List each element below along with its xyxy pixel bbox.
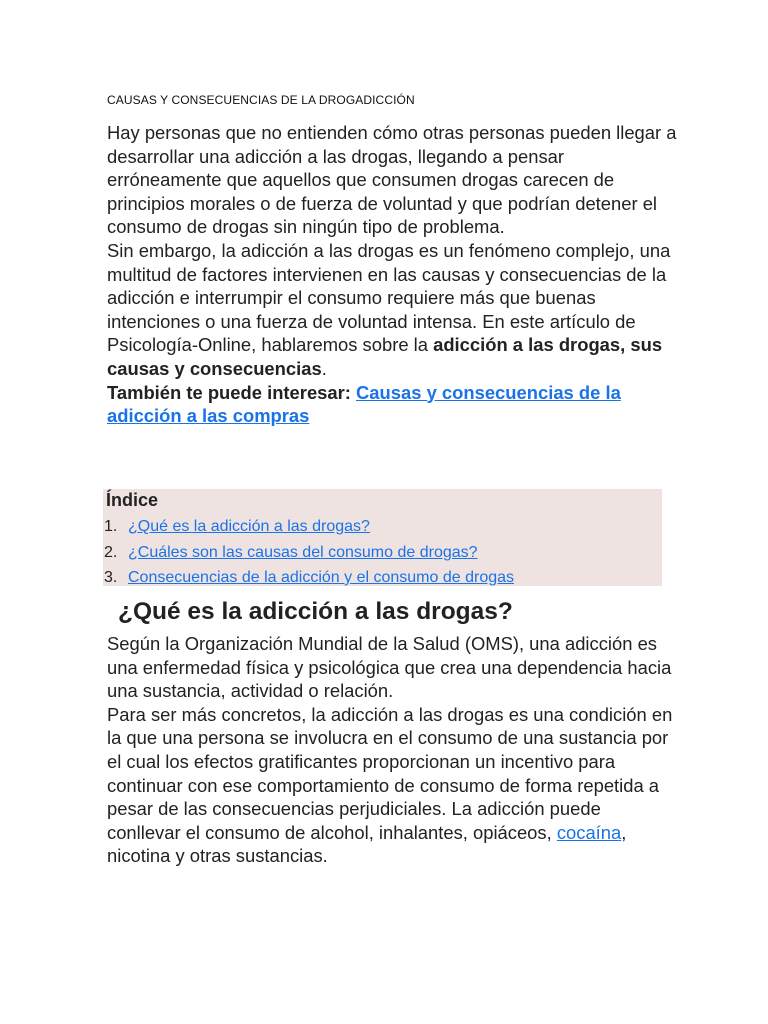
document-title: CAUSAS Y CONSECUENCIAS DE LA DROGADICCIÓN: [107, 93, 415, 107]
toc-item-number: 3.: [104, 569, 118, 586]
cocaine-link[interactable]: cocaína: [556, 821, 622, 843]
toc-link-what-is-addiction[interactable]: ¿Qué es la adicción a las drogas?: [128, 518, 370, 535]
table-of-contents: [103, 489, 662, 586]
intro-paragraph-2-end: .: [321, 357, 327, 379]
toc-item-number: 2.: [104, 543, 118, 561]
intro-section: [107, 121, 677, 428]
section-paragraph-2: [107, 703, 679, 868]
related-article: [107, 381, 677, 428]
related-article-label: También te puede interesar:: [107, 381, 357, 403]
intro-bold-phrase: adicción a las drogas, sus causas y consecuencias: [107, 334, 663, 379]
toc-item: [103, 542, 514, 568]
section-paragraph-2-end: , nicotina y otras sustancias.: [107, 821, 627, 867]
intro-paragraph-1: Hay personas que no entienden cómo otras personas pueden llegar a desarrollar una adicción a las drogas, llegando a pensar erróneamente que aquellos que consumen drogas carecen de principios morales o de fuerza de voluntad y que podrían detener el consumo de drogas sin ningún tipo de problema.: [107, 122, 677, 238]
toc-item: [103, 516, 514, 542]
toc-item: [103, 567, 514, 593]
toc-item-number: 1.: [104, 518, 118, 535]
section-paragraph-2-text: Para ser más concretos, la adicción a las drogas es una condición en la que una persona se involucra en el consumo de una sustancia por el cual los efectos gratificantes proporcionan un incentivo para continuar con ese comportamiento de consumo de forma repetida a pesar de las consecuencias perjudiciales. La adicción puede conllevar el consumo de alcohol, inhalantes, opiáceos,: [107, 703, 673, 843]
related-article-link[interactable]: Causas y consecuencias de la adicción a las compras: [107, 381, 621, 427]
section-heading: ¿Qué es la adicción a las drogas?: [118, 598, 513, 625]
toc-link-causes[interactable]: ¿Cuáles son las causas del consumo de drogas?: [128, 543, 478, 561]
intro-paragraph-2-text: Sin embargo, la adicción a las drogas es un fenómeno complejo, una multitud de factores intervienen en las causas y consecuencias de la adicción e interrumpir el consumo requiere más que buenas intenciones o una fuerza de voluntad intensa. En este artículo de Psicología-Online, hablaremos sobre la: [107, 239, 671, 356]
intro-paragraph-2: [107, 239, 677, 381]
section-body: [107, 632, 679, 868]
toc-link-consequences[interactable]: Consecuencias de la adicción y el consumo de drogas: [128, 569, 515, 586]
toc-title: Índice: [106, 490, 159, 510]
toc-list: [103, 516, 514, 593]
section-paragraph-1: Según la Organización Mundial de la Salud (OMS), una adicción es una enfermedad física y psicológica que crea una dependencia hacia una sustancia, actividad o relación.: [107, 633, 672, 702]
